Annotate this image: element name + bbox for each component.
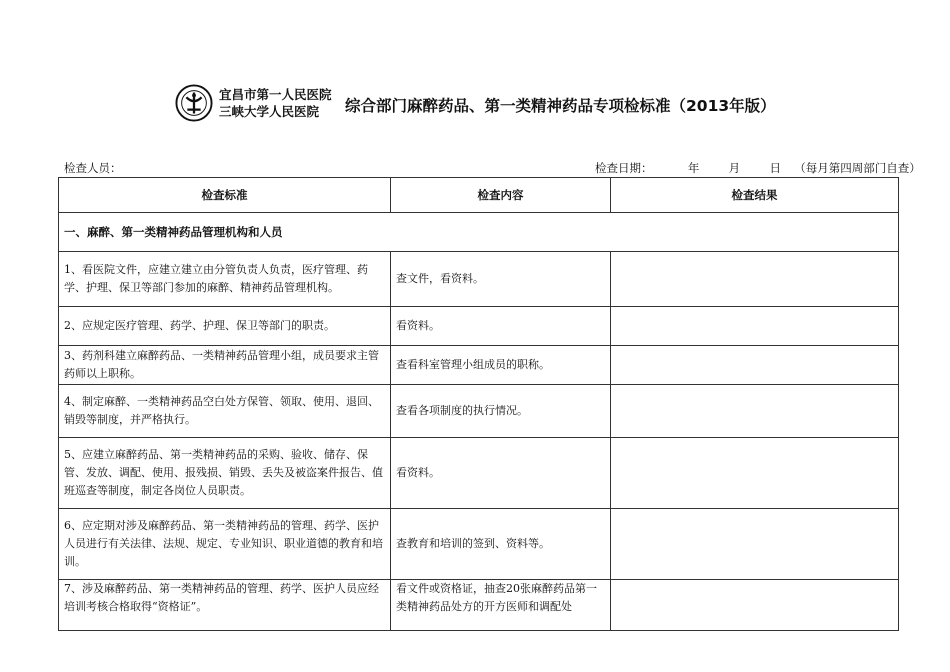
hospital-seal-logo-icon bbox=[175, 84, 213, 122]
table-row bbox=[59, 252, 899, 307]
content-cell: 看资料。 bbox=[391, 438, 611, 509]
section-row bbox=[59, 213, 899, 252]
day-label: 日 bbox=[769, 161, 781, 175]
hospital-name-secondary: 三峡大学人民医院 bbox=[219, 104, 320, 119]
self-check-note: （每月第四周部门自查） bbox=[794, 161, 921, 175]
table-row bbox=[59, 438, 899, 509]
column-header-result: 检查结果 bbox=[611, 178, 899, 213]
table-row bbox=[59, 385, 899, 438]
table-row bbox=[59, 509, 899, 580]
date-label: 检查日期： bbox=[595, 161, 653, 175]
month-label: 月 bbox=[728, 161, 741, 175]
table-row bbox=[59, 580, 899, 631]
result-cell[interactable] bbox=[611, 307, 899, 346]
inspector-label: 检查人员： bbox=[64, 161, 122, 175]
standard-cell: 4、制定麻醉、一类精神药品空白处方保管、领取、使用、退回、销毁等制度，并严格执行。 bbox=[59, 385, 391, 438]
column-header-content: 检查内容 bbox=[391, 178, 611, 213]
result-cell[interactable] bbox=[611, 580, 899, 631]
document-title: 综合部门麻醉药品、第一类精神药品专项检标准（2013年版） bbox=[345, 97, 776, 115]
year-label: 年 bbox=[687, 161, 700, 175]
inspection-table bbox=[58, 177, 899, 631]
content-cell: 查文件，看资料。 bbox=[391, 252, 611, 307]
result-cell[interactable] bbox=[611, 438, 899, 509]
content-cell: 查看科室管理小组成员的职称。 bbox=[391, 346, 611, 385]
column-header-standard: 检查标准 bbox=[59, 178, 391, 213]
standard-cell: 3、药剂科建立麻醉药品、一类精神药品管理小组，成员要求主管药师以上职称。 bbox=[59, 346, 391, 385]
document-header bbox=[175, 82, 875, 124]
inspection-date-line bbox=[595, 160, 921, 176]
table-header-row bbox=[59, 178, 899, 213]
content-cell: 查教育和培训的签到、资料等。 bbox=[391, 509, 611, 580]
content-cell: 看文件或资格证，抽查20张麻醉药品第一类精神药品处方的开方医师和调配处 bbox=[391, 580, 611, 631]
result-cell[interactable] bbox=[611, 385, 899, 438]
standard-cell: 5、应建立麻醉药品、第一类精神药品的采购、验收、储存、保管、发放、调配、使用、报残损、销毁、丢失及被盗案件报告、值班巡查等制度，制定各岗位人员职责。 bbox=[59, 438, 391, 509]
content-cell: 查看各项制度的执行情况。 bbox=[391, 385, 611, 438]
hospital-names bbox=[219, 86, 332, 120]
result-cell[interactable] bbox=[611, 252, 899, 307]
hospital-name-primary: 宜昌市第一人民医院 bbox=[219, 87, 332, 102]
table-row bbox=[59, 307, 899, 346]
section-title: 一、麻醉、第一类精神药品管理机构和人员 bbox=[59, 213, 899, 252]
standard-cell: 2、应规定医疗管理、药学、护理、保卫等部门的职责。 bbox=[59, 307, 391, 346]
content-cell: 看资料。 bbox=[391, 307, 611, 346]
result-cell[interactable] bbox=[611, 346, 899, 385]
result-cell[interactable] bbox=[611, 509, 899, 580]
standard-cell: 6、应定期对涉及麻醉药品、第一类精神药品的管理、药学、医护人员进行有关法律、法规、规定、专业知识、职业道德的教育和培训。 bbox=[59, 509, 391, 580]
standard-cell: 7、涉及麻醉药品、第一类精神药品的管理、药学、医护人员应经培训考核合格取得“资格证”。 bbox=[59, 580, 391, 631]
standard-cell: 1、看医院文件，应建立建立由分管负责人负责，医疗管理、药学、护理、保卫等部门参加的麻醉、精神药品管理机构。 bbox=[59, 252, 391, 307]
table-row bbox=[59, 346, 899, 385]
